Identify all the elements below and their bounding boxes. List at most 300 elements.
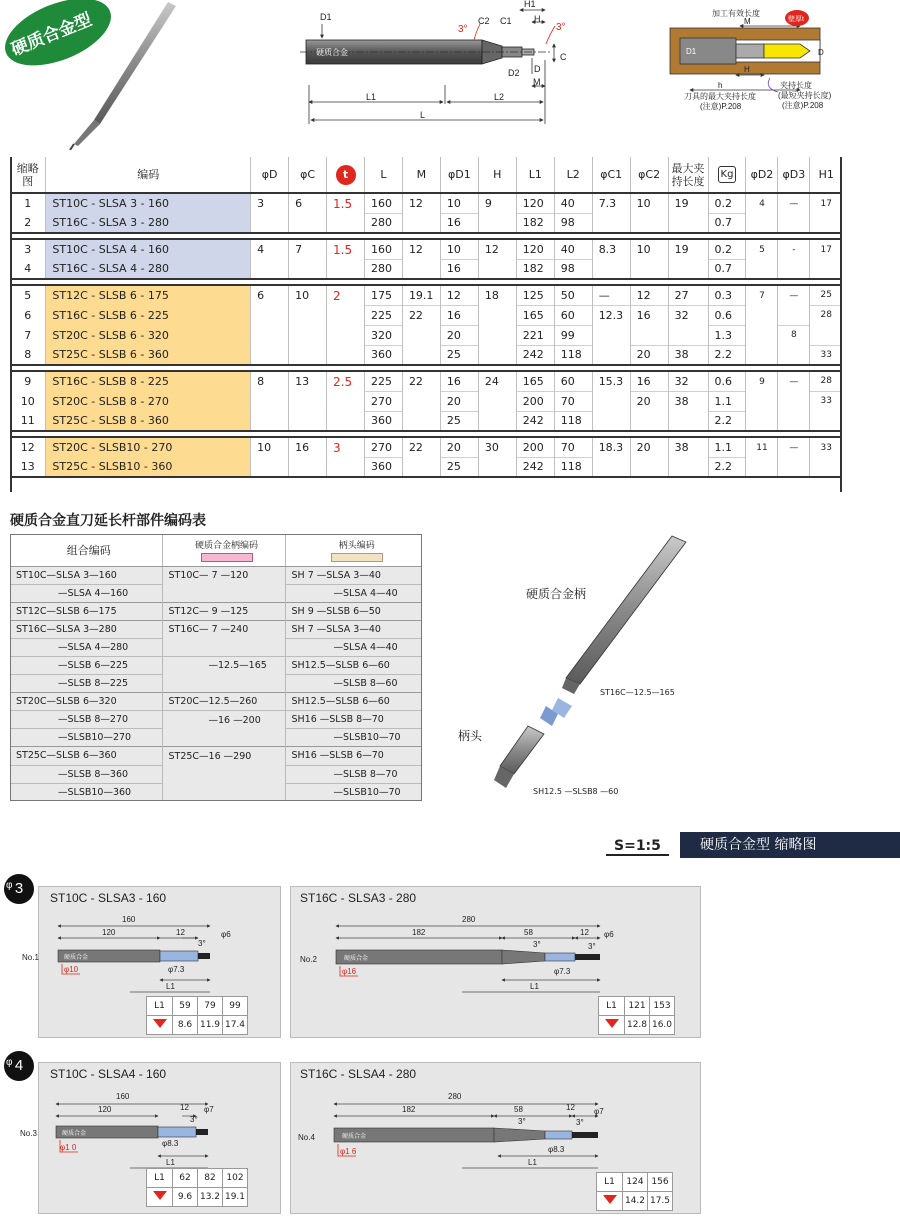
mini-cell: 82: [198, 1169, 223, 1188]
svg-text:182: 182: [412, 928, 426, 937]
spec-cell: [402, 457, 440, 477]
spec-cell: 118: [554, 411, 592, 431]
spec-cell: 9: [10, 371, 46, 391]
spec-cell: [668, 411, 708, 431]
spec-cell: [778, 411, 810, 431]
svg-text:12: 12: [580, 928, 589, 937]
spec-cell: 270: [364, 391, 402, 411]
mini-cell: 59: [173, 997, 198, 1016]
spec-cell: [746, 259, 778, 279]
spec-cell: 6: [24, 308, 32, 322]
spec-cell: 16: [630, 305, 668, 325]
svg-text:3°: 3°: [588, 942, 596, 951]
parts-cell: ST16C— 7 —240: [162, 620, 285, 638]
mini-cell: 9.6: [173, 1188, 198, 1207]
spec-cell: [778, 345, 810, 365]
spec-cell: —: [778, 437, 810, 457]
spec-cell: 12: [478, 239, 516, 259]
down-arrow-icon: [597, 1192, 623, 1211]
spec-cell: 4: [251, 239, 289, 259]
spec-header-0: 缩略 图: [10, 157, 46, 193]
spec-cell: 165: [516, 305, 554, 325]
thumb-2-rod: [336, 950, 600, 964]
spec-cell: 160: [364, 193, 402, 213]
spec-cell: 33: [810, 391, 842, 411]
parts-cell: —SLSA 4—160: [10, 584, 162, 602]
parts-row: [10, 783, 422, 801]
mini-cell: 99: [223, 997, 248, 1016]
spec-cell: 20: [440, 391, 478, 411]
spec-cell: 242: [516, 411, 554, 431]
mini-cell: 17.5: [648, 1192, 673, 1211]
spec-cell: 16: [440, 305, 478, 325]
mini-cell: 8.6: [173, 1016, 198, 1035]
spec-cell: [478, 457, 516, 477]
spec-cell: [746, 411, 778, 431]
spec-cell: 38: [668, 345, 708, 365]
svg-text:3°: 3°: [190, 1115, 198, 1124]
assembly-head-label: 柄头: [458, 729, 483, 743]
group-phi4-badge: φ 4: [4, 1051, 34, 1081]
spec-header-13: 最大夹 持长度: [668, 157, 708, 193]
parts-cell: ST12C—SLSB 6—175: [10, 602, 162, 620]
parts-row: [10, 747, 422, 765]
d2-D1: D1: [686, 47, 697, 56]
parts-cell: ST25C—SLSB 6—360: [10, 747, 162, 765]
spec-cell: 182: [516, 213, 554, 233]
spec-row: [10, 391, 842, 411]
svg-text:φ7: φ7: [594, 1107, 604, 1116]
t4-mini-table: [596, 1172, 673, 1211]
spec-cell: 28: [810, 305, 842, 325]
spec-row: [10, 345, 842, 365]
spec-cell: 20: [440, 437, 478, 457]
svg-text:3°: 3°: [576, 1118, 584, 1127]
spec-row: [10, 213, 842, 233]
spec-cell: [402, 325, 440, 345]
svg-text:硬质合金: 硬质合金: [342, 1134, 367, 1140]
spec-header-11: φC1: [592, 157, 630, 193]
svg-text:3°: 3°: [518, 1117, 526, 1126]
spec-cell: 360: [364, 411, 402, 431]
parts-cell: [162, 729, 285, 747]
spec-cell: 13: [10, 457, 46, 477]
spec-cell: [778, 457, 810, 477]
spec-cell: 3: [251, 193, 289, 213]
parts-cell: ST10C— 7 —120: [162, 566, 285, 584]
parts-cell: ST20C—12.5—260: [162, 693, 285, 711]
assembly-shank-label: 硬质合金柄: [526, 587, 587, 601]
spec-cell: —: [778, 371, 810, 391]
spec-cell: [592, 411, 630, 431]
badge-text: 硬质合金型: [8, 9, 95, 60]
svg-text:φ10: φ10: [64, 965, 79, 974]
spec-cell: [327, 259, 365, 279]
spec-cell: [478, 325, 516, 345]
spec-cell: 19: [668, 193, 708, 213]
spec-cell: [630, 259, 668, 279]
svg-text:120: 120: [98, 1105, 112, 1114]
d1-ang2: 3°: [556, 22, 566, 33]
mini-cell: 153: [650, 997, 675, 1016]
d1-D1: D1: [320, 12, 332, 22]
spec-cell: 2: [327, 285, 365, 305]
length-label: L1: [597, 1173, 623, 1192]
spec-cell: [778, 213, 810, 233]
spec-cell: 8: [10, 345, 46, 365]
spec-cell: 99: [554, 325, 592, 345]
assembly-shank-code: ST16C—12.5—165: [600, 688, 675, 697]
spec-cell: [478, 259, 516, 279]
spec-cell: ST25C - SLSB 6 - 360: [46, 345, 251, 365]
parts-cell: [162, 638, 285, 656]
parts-cell: SH 9 —SLSB 6—50: [285, 602, 422, 620]
spec-cell: 280: [364, 259, 402, 279]
spec-cell: 10: [630, 239, 668, 259]
mini-cell: 17.4: [223, 1016, 248, 1035]
scale-label: S=1:5: [606, 838, 669, 856]
mini-cell: 13.2: [198, 1188, 223, 1207]
thumb-4-title: ST16C - SLSA4 - 280: [300, 1067, 417, 1081]
d1-L: L: [420, 110, 426, 120]
spec-cell: 16: [440, 371, 478, 391]
spec-row: [10, 239, 842, 259]
svg-text:φ6: φ6: [604, 930, 614, 939]
svg-text:No.2: No.2: [300, 955, 317, 964]
spec-cell: [592, 325, 630, 345]
thumb-3-title: ST10C - SLSA4 - 160: [50, 1067, 167, 1081]
parts-cell: —SLSB 8—70: [285, 765, 422, 783]
parts-cell: ST12C— 9 —125: [162, 602, 285, 620]
spec-row: [10, 305, 842, 325]
parts-cell: —SLSA 4—280: [10, 638, 162, 656]
svg-text:No.4: No.4: [298, 1133, 315, 1142]
down-arrow-icon: [599, 1016, 625, 1035]
spec-cell: ST16C - SLSB 8 - 225: [46, 371, 251, 391]
spec-cell: 270: [364, 437, 402, 457]
spec-cell: 2.2: [708, 411, 746, 431]
down-arrow-icon: [147, 1188, 173, 1207]
spec-cell: 38: [668, 391, 708, 411]
spec-cell: [327, 411, 365, 431]
thumb-drawings: [0, 880, 720, 1218]
parts-cell: —SLSB10—70: [285, 783, 422, 801]
svg-text:φ7.3: φ7.3: [554, 967, 571, 976]
spec-cell: 120: [516, 193, 554, 213]
length-label: L1: [147, 1169, 173, 1188]
mini-cell: 19.1: [223, 1188, 248, 1207]
spec-cell: [251, 345, 289, 365]
spec-cell: 160: [364, 239, 402, 259]
spec-cell: 17: [810, 193, 842, 213]
spec-cell: ST16C - SLSA 3 - 280: [46, 213, 251, 233]
spec-cell: [810, 325, 842, 345]
spec-cell: 125: [516, 285, 554, 305]
parts-cell: —SLSB10—360: [10, 783, 162, 801]
spec-cell: —: [592, 285, 630, 305]
mini-cell: 11.9: [198, 1016, 223, 1035]
spec-cell: [251, 325, 289, 345]
spec-cell: 18.3: [592, 437, 630, 457]
spec-cell: [778, 305, 810, 325]
parts-cell: —SLSA 4—40: [285, 584, 422, 602]
thumb-2-title: ST16C - SLSA3 - 280: [300, 891, 417, 905]
spec-cell: [746, 305, 778, 325]
parts-cell: [162, 783, 285, 801]
spec-cell: [251, 457, 289, 477]
spec-cell: 11: [746, 437, 778, 457]
spec-cell: 225: [364, 305, 402, 325]
spec-cell: 18: [478, 285, 516, 305]
spec-cell: 118: [554, 457, 592, 477]
spec-cell: [630, 325, 668, 345]
spec-cell: 38: [668, 437, 708, 457]
d1-ang1: 3°: [458, 24, 468, 35]
spec-cell: 13: [289, 371, 327, 391]
spec-cell: 242: [516, 345, 554, 365]
d1-L2: L2: [494, 92, 505, 102]
spec-cell: 242: [516, 457, 554, 477]
svg-text:φ6: φ6: [221, 930, 231, 939]
spec-cell: 32: [668, 371, 708, 391]
spec-cell: ST10C - SLSA 4 - 160: [46, 239, 251, 259]
parts-cell: —SLSB 6—225: [10, 656, 162, 674]
spec-cell: 12: [440, 285, 478, 305]
spec-cell: [668, 259, 708, 279]
spec-cell: [810, 259, 842, 279]
spec-cell: [327, 325, 365, 345]
weight-icon: Kg: [718, 166, 737, 183]
spec-cell: 118: [554, 345, 592, 365]
spec-cell: 25: [810, 285, 842, 305]
spec-cell: [478, 213, 516, 233]
spec-cell: 3: [327, 437, 365, 457]
d2-clamp1: 夹持长度: [780, 81, 812, 90]
thickness-icon: t: [336, 165, 356, 185]
d2-top: 加工有效长度: [712, 9, 760, 18]
spec-cell: 70: [554, 437, 592, 457]
spec-cell: 7: [746, 285, 778, 305]
spec-cell: [251, 305, 289, 325]
thumb-4-rod: [334, 1128, 598, 1142]
d1-H: H: [534, 14, 541, 24]
d2-H: H: [744, 65, 750, 74]
spec-cell: 12: [402, 239, 440, 259]
spec-cell: 60: [554, 371, 592, 391]
spec-cell: 24: [478, 371, 516, 391]
spec-cell: [327, 213, 365, 233]
spec-cell: 225: [364, 371, 402, 391]
parts-row: [10, 656, 422, 674]
spec-cell: [668, 325, 708, 345]
d1-D2: D2: [508, 68, 520, 78]
spec-cell: 9: [746, 371, 778, 391]
spec-cell: 280: [364, 213, 402, 233]
spec-cell: [810, 457, 842, 477]
spec-cell: 10: [440, 193, 478, 213]
spec-cell: 0.7: [708, 213, 746, 233]
section-title: 硬质合金型 缩略图: [680, 832, 900, 858]
spec-cell: 8.3: [592, 239, 630, 259]
spec-cell: 5: [746, 239, 778, 259]
d2-max2: (注意)P.208: [700, 102, 742, 111]
assembly-illustration: [440, 530, 700, 800]
d2-clamp2: (最短夹持长度): [778, 91, 832, 100]
spec-cell: 33: [810, 437, 842, 457]
spec-cell: 40: [554, 239, 592, 259]
spec-cell: [746, 457, 778, 477]
spec-cell: 20: [630, 391, 668, 411]
spec-cell: [746, 213, 778, 233]
spec-cell: 0.2: [708, 239, 746, 259]
spec-cell: [289, 411, 327, 431]
spec-cell: 200: [516, 391, 554, 411]
spec-cell: 2.2: [708, 345, 746, 365]
spec-header-16: φD3: [778, 157, 810, 193]
svg-text:160: 160: [116, 1092, 130, 1101]
spec-cell: 19: [668, 239, 708, 259]
svg-text:160: 160: [122, 915, 136, 924]
spec-header-14: [708, 157, 746, 193]
down-arrow-icon: [147, 1016, 173, 1035]
parts-cell: SH16 —SLSB 6—70: [285, 747, 422, 765]
spec-cell: ST20C - SLSB 8 - 270: [46, 391, 251, 411]
spec-cell: 9: [478, 193, 516, 213]
spec-cell: [592, 213, 630, 233]
spec-cell: [746, 345, 778, 365]
spec-header-6: M: [402, 157, 440, 193]
spec-cell: 6: [289, 193, 327, 213]
parts-row: [10, 602, 422, 620]
parts-cell: —SLSB10—70: [285, 729, 422, 747]
spec-cell: 15.3: [592, 371, 630, 391]
dimension-diagram-1: [300, 10, 555, 124]
spec-cell: 1.3: [708, 325, 746, 345]
spec-cell: 7.3: [592, 193, 630, 213]
d2-h: h: [718, 81, 723, 90]
spec-cell: 16: [440, 213, 478, 233]
parts-row: [10, 620, 422, 638]
parts-cell: [162, 675, 285, 693]
spec-cell: ST20C - SLSB 6 - 320: [46, 325, 251, 345]
mini-cell: 156: [648, 1173, 673, 1192]
spec-header-12: φC2: [630, 157, 668, 193]
parts-row: [10, 711, 422, 729]
spec-cell: 16: [289, 437, 327, 457]
spec-row: [10, 457, 842, 477]
svg-text:L1: L1: [530, 982, 539, 991]
spec-cell: ST25C - SLSB10 - 360: [46, 457, 251, 477]
spec-cell: 20: [630, 345, 668, 365]
svg-text:硬质合金: 硬质合金: [344, 956, 369, 962]
t1-mini-table: [146, 996, 248, 1035]
spec-cell: [478, 345, 516, 365]
spec-cell: [402, 411, 440, 431]
spec-cell: 12: [630, 285, 668, 305]
spec-cell: [327, 457, 365, 477]
parts-row: [10, 584, 422, 602]
spec-cell: 0.7: [708, 259, 746, 279]
spec-cell: [289, 305, 327, 325]
parts-row: [10, 675, 422, 693]
spec-cell: [289, 213, 327, 233]
svg-text:φ7: φ7: [204, 1105, 214, 1114]
spec-cell: 120: [516, 239, 554, 259]
header-drawings: [0, 0, 900, 150]
spec-header-3: φC: [289, 157, 327, 193]
spec-cell: ST10C - SLSA 3 - 160: [46, 193, 251, 213]
parts-cell: SH16 —SLSB 8—70: [285, 711, 422, 729]
svg-text:No.1: No.1: [22, 953, 39, 962]
parts-cell: —SLSA 4—40: [285, 638, 422, 656]
parts-h3: 柄头编码: [285, 534, 422, 566]
spec-cell: [402, 391, 440, 411]
svg-text:3°: 3°: [198, 939, 206, 948]
spec-cell: 22: [402, 437, 440, 457]
parts-h2: 硬质合金柄编码: [162, 534, 285, 566]
spec-cell: 2.5: [327, 371, 365, 391]
spec-cell: [668, 457, 708, 477]
spec-cell: [289, 259, 327, 279]
spec-cell: ST16C - SLSA 4 - 280: [46, 259, 251, 279]
mini-cell: 121: [625, 997, 650, 1016]
spec-cell: [478, 411, 516, 431]
spec-cell: 22: [402, 371, 440, 391]
svg-text:58: 58: [524, 928, 533, 937]
parts-row: [10, 765, 422, 783]
spec-cell: 20: [630, 437, 668, 457]
spec-cell: [289, 457, 327, 477]
d1-C: C: [560, 52, 567, 62]
spec-cell: 98: [554, 213, 592, 233]
svg-text:φ16: φ16: [342, 967, 357, 976]
d2-M: M: [744, 17, 751, 26]
parts-row: [10, 638, 422, 656]
spec-header-8: H: [478, 157, 516, 193]
spec-cell: [778, 259, 810, 279]
parts-cell: —12.5—165: [162, 656, 285, 674]
spec-cell: 0.6: [708, 305, 746, 325]
spec-cell: ST16C - SLSB 6 - 225: [46, 305, 251, 325]
svg-text:φ1 0: φ1 0: [60, 1143, 77, 1152]
spec-cell: ST12C - SLSB 6 - 175: [46, 285, 251, 305]
spec-cell: 7: [289, 239, 327, 259]
svg-text:12: 12: [176, 928, 185, 937]
d1-M: M: [533, 77, 541, 87]
spec-cell: 2: [10, 213, 46, 233]
d2-t: 壁厚t: [788, 16, 804, 23]
spec-cell: 7: [24, 328, 32, 342]
spec-cell: 32: [668, 305, 708, 325]
svg-text:L1: L1: [166, 1158, 175, 1167]
spec-cell: 10: [289, 285, 327, 305]
length-label: L1: [147, 997, 173, 1016]
spec-cell: 2.2: [708, 457, 746, 477]
spec-cell: [402, 213, 440, 233]
spec-cell: 70: [554, 391, 592, 411]
spec-cell: [289, 345, 327, 365]
spec-cell: [630, 457, 668, 477]
spec-cell: 1: [10, 193, 46, 213]
spec-cell: [478, 305, 516, 325]
svg-text:硬质合金: 硬质合金: [64, 955, 89, 961]
svg-text:φ1 6: φ1 6: [340, 1147, 357, 1156]
d2-max1: 刀具的最大夹持长度: [684, 92, 756, 101]
spec-cell: 25: [440, 345, 478, 365]
spec-cell: 16: [630, 371, 668, 391]
svg-text:φ8.3: φ8.3: [162, 1139, 179, 1148]
d1-C1: C1: [500, 16, 512, 26]
